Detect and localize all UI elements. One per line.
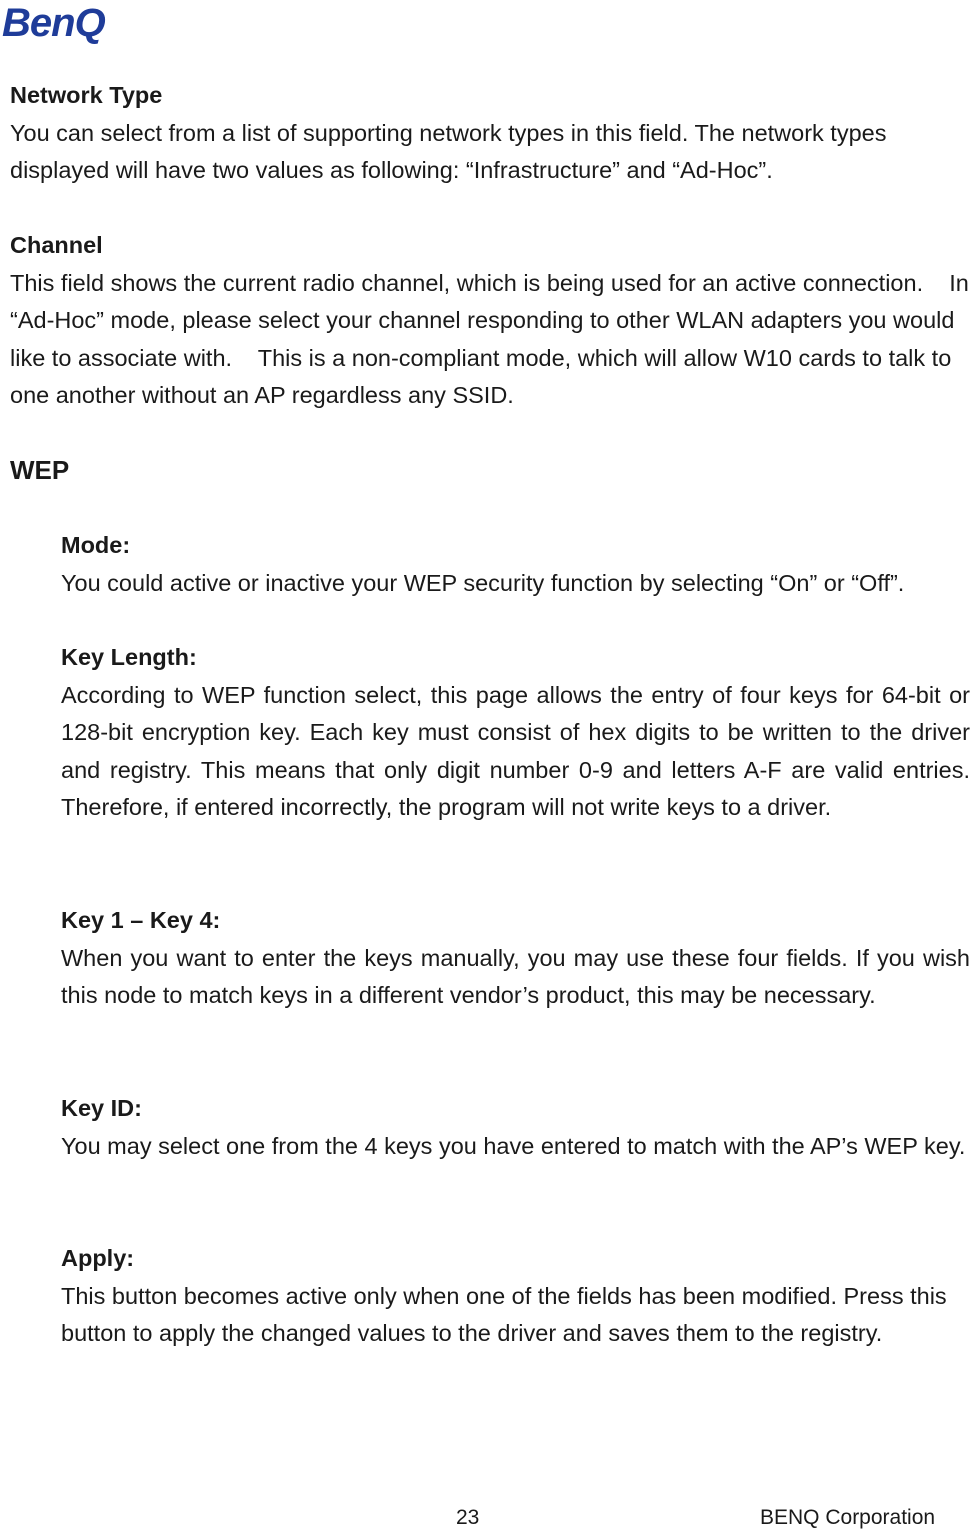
channel-body: This field shows the current radio channel, which is being used for an active connection. In “Ad-Hoc” mode, please select your channel responding to other WLAN adapters you would like to associate with. This is a non-compliant mode, which will allow W10 cards to talk to one another without an AP regardless any SSID.: [10, 269, 969, 408]
page-number: 23: [456, 1506, 480, 1529]
wep-mode-body: You could active or inactive your WEP security function by selecting “On” or “Off”.: [61, 569, 905, 596]
wep-apply-heading: Apply:: [61, 1245, 135, 1271]
wep-apply-section: [61, 1240, 961, 1353]
wep-mode-section: [61, 527, 966, 602]
wep-key-id-section: [61, 1090, 970, 1165]
wep-keys-body: When you want to enter the keys manually, you may use these four fields. If you wish this node to match keys in a different vendor’s product, this may be necessary.: [61, 944, 970, 1008]
wep-keys-section: [61, 902, 970, 1015]
svg-text:BenQ: BenQ: [2, 1, 105, 45]
network-type-section: [10, 77, 960, 190]
wep-key-id-body: You may select one from the 4 keys you have entered to match with the AP’s WEP key.: [61, 1132, 966, 1159]
network-type-body: You can select from a list of supporting network types in this field. The network types displayed will have two values as following: “Infrastructure” and “Ad-Hoc”.: [10, 119, 887, 183]
wep-mode-heading: Mode:: [61, 532, 131, 558]
footer-company: BENQ Corporation: [760, 1506, 936, 1529]
wep-title: WEP: [10, 455, 70, 485]
wep-apply-body: This button becomes active only when one of the fields has been modified. Press this button to apply the changed values to the driver and saves them to the registry.: [61, 1282, 947, 1346]
wep-key-length-section: [61, 639, 970, 827]
wep-key-length-body: According to WEP function select, this page allows the entry of four keys for 64-bit or 128-bit encryption key. Each key must consist of hex digits to be written to the driver and registry. This means that only digit number 0-9 and letters A-F are valid entries. Therefore, if entered incorrectly, the program will not write keys to a driver.: [61, 681, 970, 820]
channel-heading: Channel: [10, 232, 103, 258]
network-type-heading: Network Type: [10, 82, 163, 108]
benq-logo: [0, 0, 150, 46]
wep-keys-heading: Key 1 – Key 4:: [61, 907, 221, 933]
channel-section: [10, 227, 970, 415]
wep-key-length-heading: Key Length:: [61, 644, 197, 670]
wep-key-id-heading: Key ID:: [61, 1095, 142, 1121]
